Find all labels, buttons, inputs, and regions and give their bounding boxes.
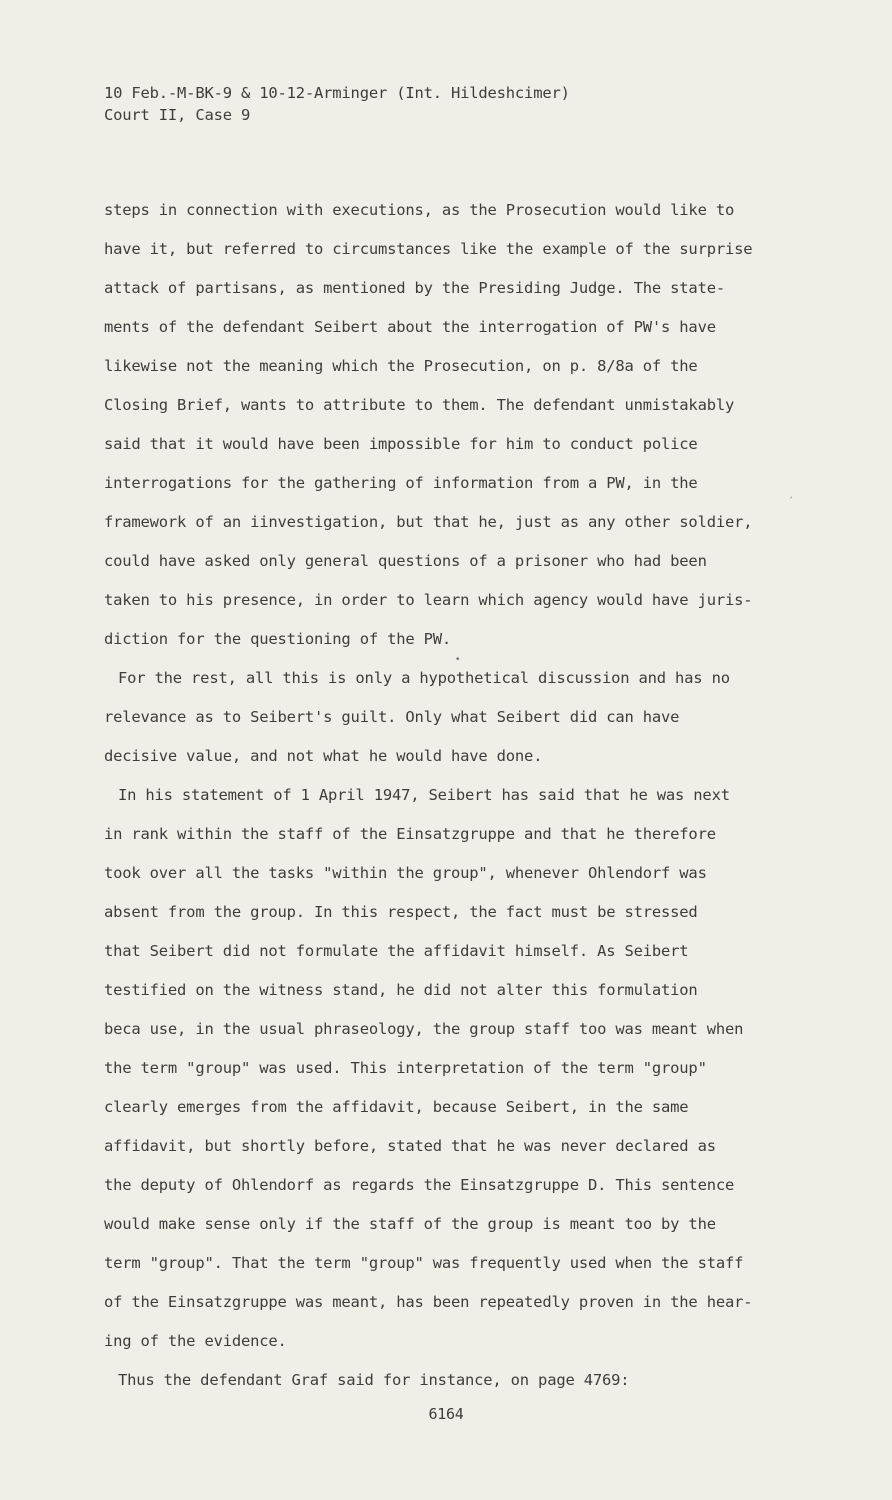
body-line: absent from the group. In this respect, the fact must be stressed bbox=[104, 903, 698, 921]
body-line: Thus the defendant Graf said for instance, on page 4769: bbox=[118, 1371, 630, 1389]
body-line: beca use, in the usual phraseology, the group staff too was meant when bbox=[104, 1020, 744, 1038]
ink-speck: • bbox=[455, 655, 461, 665]
body-line: the deputy of Ohlendorf as regards the Einsatzgruppe D. This sentence bbox=[104, 1176, 735, 1194]
body-line: said that it would have been impossible for him to conduct police bbox=[104, 435, 698, 453]
body-line: interrogations for the gathering of information from a PW, in the bbox=[104, 474, 698, 492]
body-line: the term "group" was used. This interpretation of the term "group" bbox=[104, 1059, 707, 1077]
body-line: relevance as to Seibert's guilt. Only what Seibert did can have bbox=[104, 708, 680, 726]
body-line: term "group". That the term "group" was frequently used when the staff bbox=[104, 1254, 744, 1272]
header-line-2: Court II, Case 9 bbox=[104, 106, 251, 124]
body-line: framework of an iinvestigation, but that he, just as any other soldier, bbox=[104, 513, 753, 531]
body-line: could have asked only general questions of a prisoner who had been bbox=[104, 552, 707, 570]
body-line: ing of the evidence. bbox=[104, 1332, 287, 1350]
body-line: that Seibert did not formulate the affidavit himself. As Seibert bbox=[104, 942, 689, 960]
body-line: taken to his presence, in order to learn which agency would have juris- bbox=[104, 591, 753, 609]
document-body bbox=[104, 196, 804, 1405]
body-line: would make sense only if the staff of the group is meant too by the bbox=[104, 1215, 716, 1233]
body-line: decisive value, and not what he would have done. bbox=[104, 747, 543, 765]
body-line: in rank within the staff of the Einsatzgruppe and that he therefore bbox=[104, 825, 716, 843]
body-line: of the Einsatzgruppe was meant, has been repeatedly proven in the hear- bbox=[104, 1293, 753, 1311]
body-line: clearly emerges from the affidavit, because Seibert, in the same bbox=[104, 1098, 689, 1116]
body-line: took over all the tasks "within the group", whenever Ohlendorf was bbox=[104, 864, 707, 882]
body-line: have it, but referred to circumstances like the example of the surprise bbox=[104, 240, 753, 258]
body-line: steps in connection with executions, as the Prosecution would like to bbox=[104, 201, 735, 219]
page-number: 6164 bbox=[428, 1405, 464, 1423]
body-line: For the rest, all this is only a hypothetical discussion and has no bbox=[118, 669, 730, 687]
body-line: testified on the witness stand, he did not alter this formulation bbox=[104, 981, 698, 999]
header-line-1: 10 Feb.-M-BK-9 & 10-12-Arminger (Int. Hildeshcimer) bbox=[104, 84, 570, 102]
body-line: attack of partisans, as mentioned by the Presiding Judge. The state- bbox=[104, 279, 725, 297]
ink-speck: ´ bbox=[788, 497, 794, 507]
document-header bbox=[104, 82, 570, 126]
body-line: likewise not the meaning which the Prosecution, on p. 8/8a of the bbox=[104, 357, 698, 375]
body-line: Closing Brief, wants to attribute to them. The defendant unmistakably bbox=[104, 396, 735, 414]
body-line: diction for the questioning of the PW. bbox=[104, 630, 452, 648]
body-line: ments of the defendant Seibert about the interrogation of PW's have bbox=[104, 318, 716, 336]
body-line: In his statement of 1 April 1947, Seibert has said that he was next bbox=[118, 786, 730, 804]
body-line: affidavit, but shortly before, stated that he was never declared as bbox=[104, 1137, 716, 1155]
